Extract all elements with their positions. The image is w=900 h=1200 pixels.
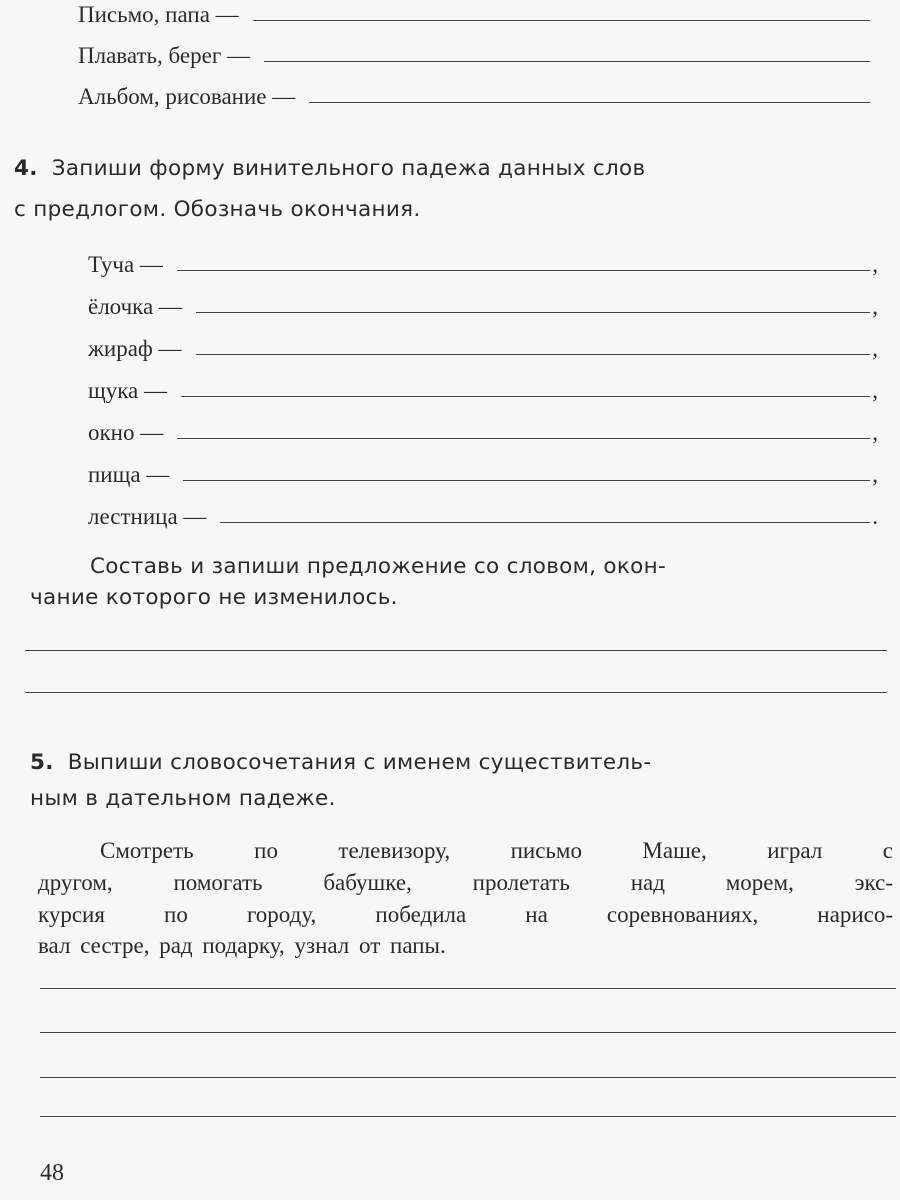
task-4-title-line-1: [14, 156, 645, 181]
task-5-title-line-2: ным в дательном падеже.: [30, 786, 336, 811]
task-5-title-line-1: [30, 750, 651, 775]
answer-line[interactable]: [25, 650, 887, 651]
word-row: [88, 504, 878, 530]
paragraph-line: вал сестре, рад подарку, узнал от папы.: [38, 933, 446, 958]
answer-line[interactable]: [181, 395, 870, 397]
answer-line[interactable]: [40, 988, 896, 989]
pair-label: Альбом, рисование —: [78, 84, 296, 109]
task-number: 5.: [30, 750, 54, 775]
punctuation: ,: [872, 294, 878, 319]
answer-line[interactable]: [177, 437, 870, 439]
answer-line[interactable]: [220, 521, 870, 523]
answer-line[interactable]: [196, 311, 870, 313]
answer-line[interactable]: [264, 60, 870, 62]
word-label: окно —: [88, 420, 164, 445]
word-row: [88, 294, 878, 320]
word-label: пища —: [88, 462, 170, 487]
paragraph-line: Смотреть по телевизору, письмо Маше, играл с: [100, 838, 893, 863]
punctuation: ,: [872, 420, 878, 445]
answer-line[interactable]: [177, 269, 870, 271]
pair-label: Письмо, папа —: [78, 2, 239, 27]
task-number: 4.: [14, 156, 38, 181]
answer-line[interactable]: [183, 479, 870, 481]
task-text: Запиши форму винительного падежа данных слов: [51, 156, 646, 181]
punctuation: .: [872, 504, 878, 529]
task-4-extra-line-1: Составь и запиши предложение со словом, окон-: [90, 554, 667, 579]
word-label: лестница —: [88, 504, 207, 529]
answer-line[interactable]: [40, 1032, 896, 1033]
punctuation: ,: [872, 252, 878, 277]
answer-line[interactable]: [40, 1116, 896, 1117]
task-text: Выпиши словосочетания с именем существитель-: [67, 750, 652, 775]
answer-line[interactable]: [25, 692, 887, 693]
word-label: щука —: [88, 378, 167, 403]
word-row: [88, 378, 878, 404]
word-row: [88, 462, 878, 488]
word-label: жираф —: [88, 336, 182, 361]
punctuation: ,: [872, 462, 878, 487]
task-4-extra-line-2: чание которого не изменилось.: [30, 585, 398, 610]
punctuation: ,: [872, 378, 878, 403]
task-4-title-line-2: с предлогом. Обозначь окончания.: [14, 197, 421, 222]
answer-row-2: [78, 43, 870, 69]
answer-line[interactable]: [253, 19, 870, 21]
answer-line[interactable]: [196, 353, 871, 355]
word-row: [88, 420, 878, 446]
pair-label: Плавать, берег —: [78, 43, 251, 68]
word-label: ёлочка —: [88, 294, 182, 319]
answer-line[interactable]: [40, 1077, 896, 1078]
answer-line[interactable]: [309, 101, 870, 103]
paragraph-line: курсия по городу, победила на соревнованиях, нарисо-: [38, 902, 893, 927]
word-label: Туча —: [88, 252, 163, 277]
word-row: [88, 336, 878, 362]
page-number: 48: [40, 1160, 64, 1186]
word-row: [88, 252, 878, 278]
paragraph-line: другом, помогать бабушке, пролетать над морем, экс-: [38, 870, 893, 895]
answer-row-1: [78, 2, 870, 28]
answer-row-3: [78, 84, 870, 110]
punctuation: ,: [872, 336, 878, 361]
